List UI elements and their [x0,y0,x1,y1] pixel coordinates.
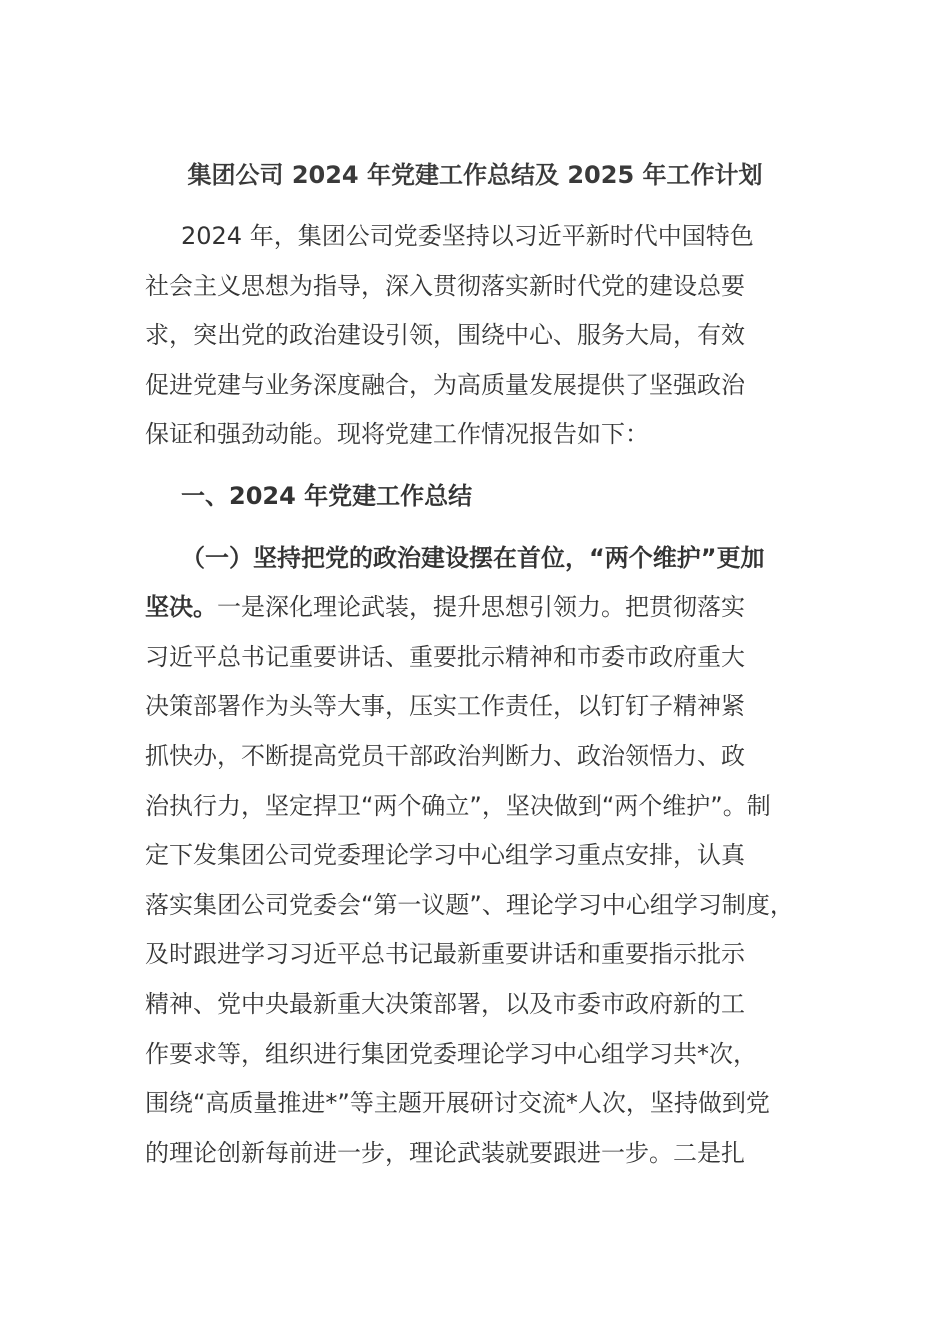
paragraph-text: 一是深化理论武装，提升思想引领力。把贯彻落实 [217,593,745,622]
intro-line: 保证和强劲动能。现将党建工作情况报告如下： [145,420,649,449]
subsection-heading: （一）坚持把党的政治建设摆在首位，“两个维护”更加 [181,543,765,572]
subsection-heading-continuation [145,583,810,633]
paragraph-line: 决策部署作为头等大事，压实工作责任，以钉钉子精神紧 [145,692,745,721]
intro-line: 求，突出党的政治建设引领，围绕中心、服务大局，有效 [145,321,745,350]
paragraph-line: 抓快办，不断提高党员干部政治判断力、政治领悟力、政 [145,741,745,770]
intro-line: 2024 年，集团公司党委坚持以习近平新时代中国特色 [181,222,754,250]
document-title: 集团公司 2024 年党建工作总结及 2025 年工作计划 [187,161,763,189]
paragraph-line: 的理论创新每前进一步，理论武装就要跟进一步。二是扎 [145,1138,745,1167]
section-heading: 一、2024 年党建工作总结 [181,481,473,510]
subsection-heading-end: 坚决。 [145,593,217,622]
paragraph-line: 作要求等，组织进行集团党委理论学习中心组学习共*次， [145,1039,757,1068]
document-body [145,212,810,1178]
intro-line: 社会主义思想为指导，深入贯彻落实新时代党的建设总要 [145,271,745,300]
paragraph-line: 围绕“高质量推进*”等主题开展研讨交流*人次，坚持做到党 [145,1089,770,1118]
paragraph-line: 精神、党中央最新重大决策部署，以及市委市政府新的工 [145,989,745,1018]
paragraph-line: 落实集团公司党委会“第一议题”、理论学习中心组学习制度， [145,890,794,919]
paragraph-line: 定下发集团公司党委理论学习中心组学习重点安排，认真 [145,841,745,870]
intro-line: 促进党建与业务深度融合，为高质量发展提供了坚强政治 [145,370,745,399]
paragraph-line: 治执行力，坚定捍卫“两个确立”，坚决做到“两个维护”。制 [145,791,771,820]
paragraph-line: 习近平总书记重要讲话、重要批示精神和市委市政府重大 [145,642,745,671]
paragraph-line: 及时跟进学习习近平总书记最新重要讲话和重要指示批示 [145,940,745,969]
